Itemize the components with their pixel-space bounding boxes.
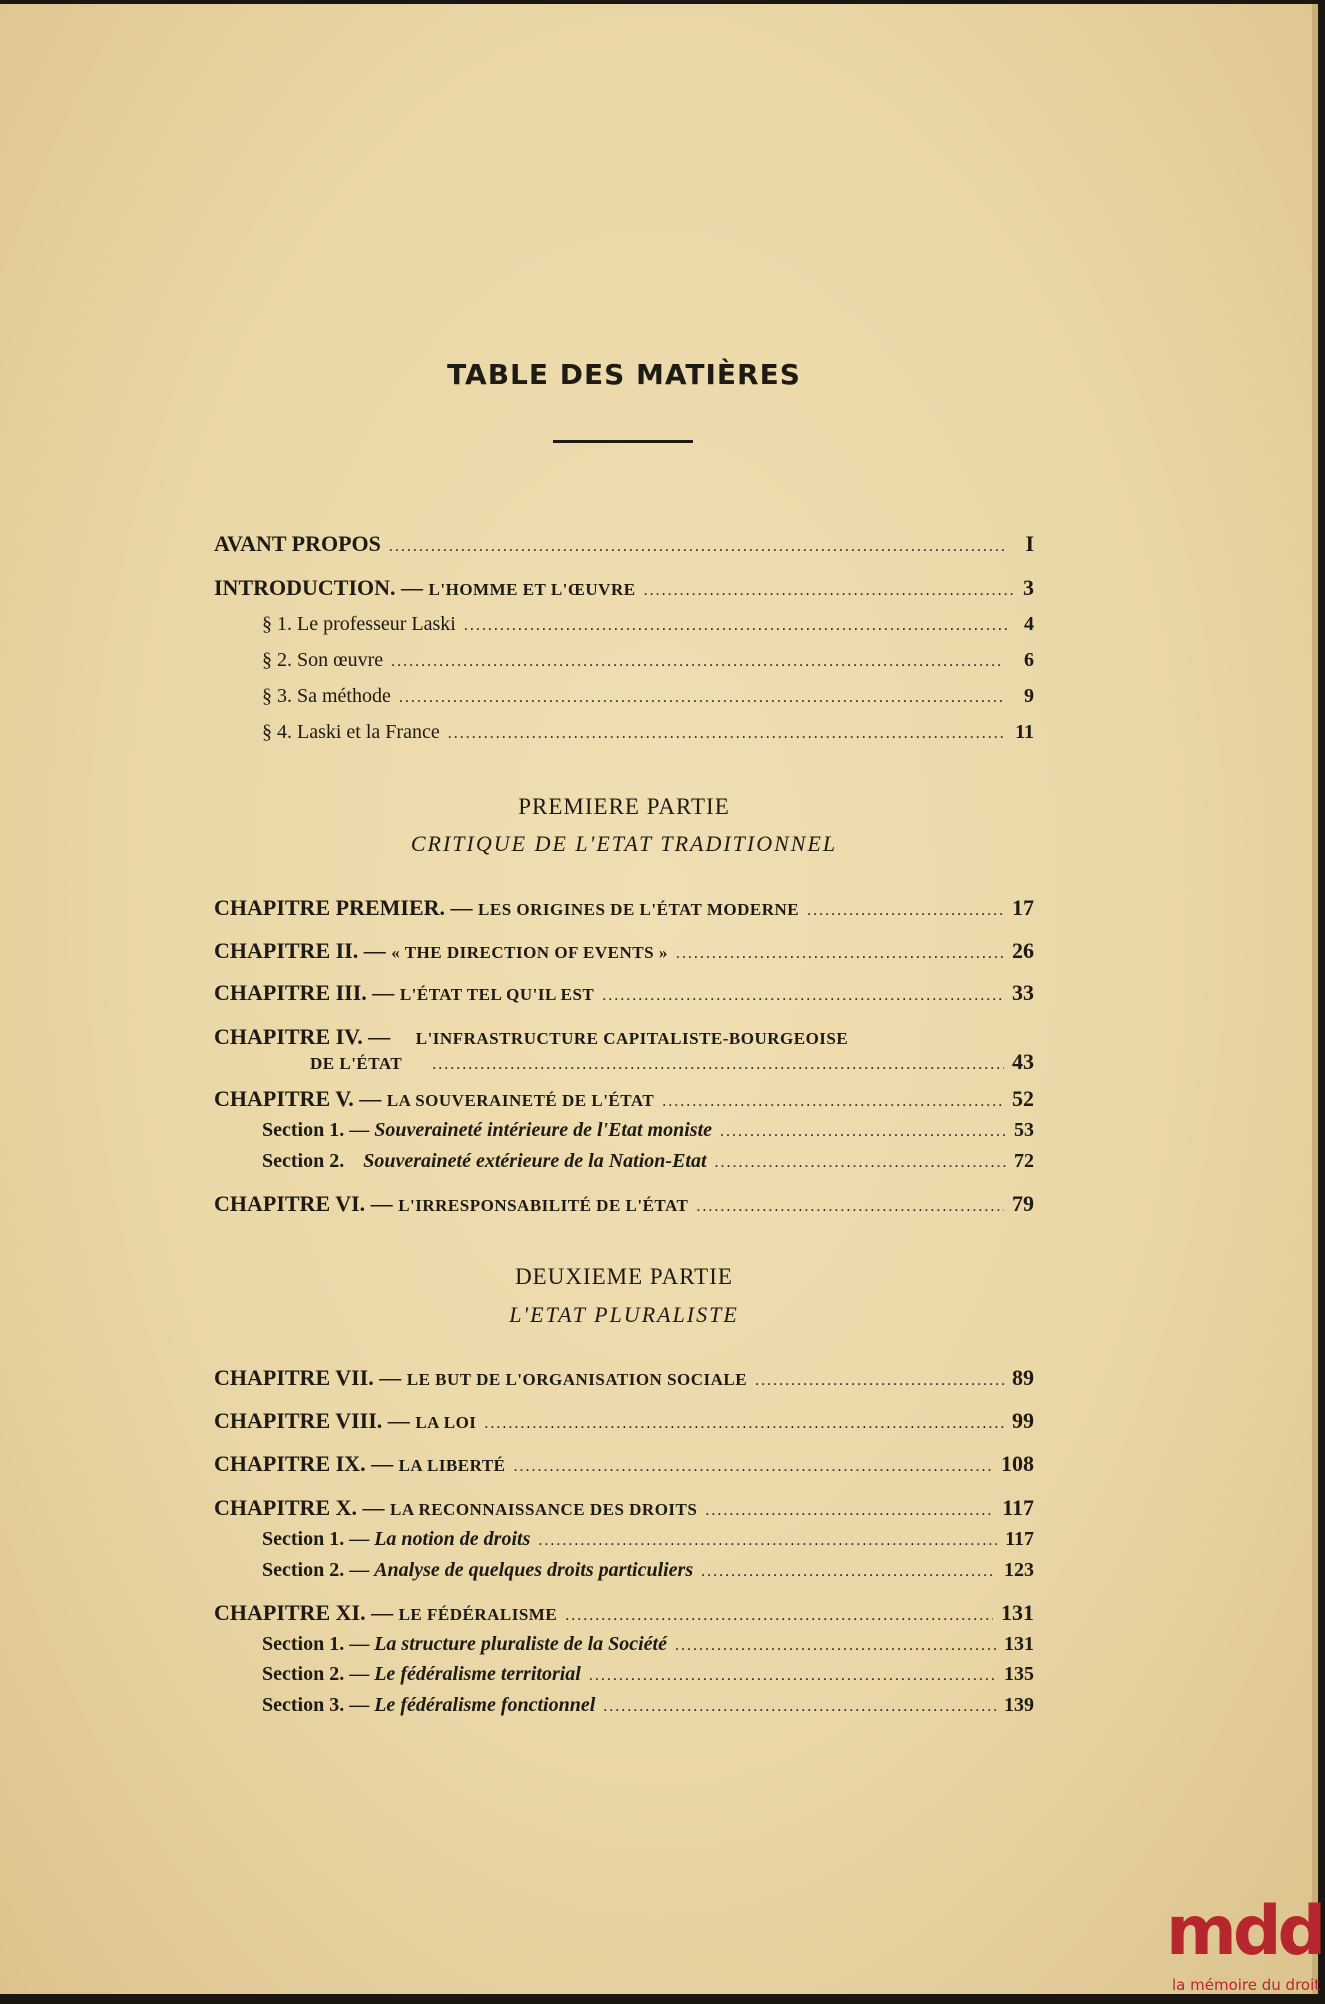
toc-entry-chapter[interactable]	[214, 1190, 1034, 1218]
part-subtitle: CRITIQUE DE L'ETAT TRADITIONNEL	[410, 831, 838, 856]
leader-dots	[589, 1662, 996, 1690]
toc-entry-label: § 2. Son œuvre	[262, 649, 384, 671]
toc-entry-page: 11	[1015, 721, 1034, 743]
toc-entry-section[interactable]	[262, 610, 1034, 638]
leader-dots	[696, 1193, 1004, 1221]
toc-entry-chapter[interactable]	[214, 937, 1034, 965]
toc-entry-label: Section 2. — Analyse de quelques droits particuliers	[262, 1559, 694, 1581]
toc-entry-page: 131	[1001, 1600, 1034, 1625]
toc-entry-avant-propos[interactable]	[214, 530, 1034, 558]
toc-entry-label: Section 3. — Le fédéralisme fonctionnel	[262, 1694, 596, 1716]
toc-entry-label: § 3. Sa méthode	[262, 685, 391, 707]
toc-entry-page: 123	[1004, 1559, 1034, 1581]
table-of-contents	[0, 4, 1325, 2004]
leader-dots	[676, 940, 1004, 968]
document-page	[0, 4, 1323, 1994]
toc-entry-page: 53	[1014, 1119, 1034, 1141]
leader-dots	[514, 1453, 994, 1481]
leader-dots	[432, 1051, 1004, 1079]
toc-entry-label: CHAPITRE VIII. — LA LOI	[214, 1408, 477, 1433]
toc-entry-section[interactable]	[262, 718, 1034, 746]
leader-dots	[662, 1088, 1004, 1116]
toc-entry-label: CHAPITRE VII. — LE BUT DE L'ORGANISATION SOCIALE	[214, 1365, 748, 1390]
toc-entry-page: 139	[1004, 1694, 1034, 1716]
toc-entry-section[interactable]	[262, 1116, 1034, 1144]
page-title: TABLE DES MATIÈRES	[447, 358, 801, 391]
toc-entry-label: CHAPITRE IX. — LA LIBERTÉ	[214, 1451, 506, 1476]
toc-entry-label: CHAPITRE X. — LA RECONNAISSANCE DES DROITS	[214, 1495, 698, 1520]
leader-dots	[701, 1558, 996, 1586]
toc-entry-label: DE L'ÉTAT	[310, 1054, 403, 1073]
toc-entry-chapter[interactable]	[214, 1450, 1034, 1478]
toc-entry-label: Section 1. — La notion de droits	[262, 1528, 531, 1550]
toc-entry-section[interactable]	[262, 682, 1034, 710]
toc-entry-label: CHAPITRE II. — « THE DIRECTION OF EVENTS »	[214, 938, 668, 963]
toc-entry-page: 43	[1012, 1049, 1034, 1074]
toc-entry-section[interactable]	[262, 1147, 1034, 1175]
toc-entry-page: 135	[1004, 1663, 1034, 1685]
toc-entry-chapter[interactable]	[214, 894, 1034, 922]
leader-dots	[755, 1367, 1004, 1395]
leader-dots	[715, 1149, 1006, 1177]
toc-entry-page: 4	[1024, 613, 1034, 635]
toc-entry-page: 72	[1014, 1150, 1034, 1172]
leader-dots	[644, 577, 1013, 605]
leader-dots	[399, 684, 1005, 712]
logo-tagline: la mémoire du droit	[1172, 1976, 1321, 1994]
leader-dots	[720, 1118, 1006, 1146]
toc-entry-page: 17	[1012, 895, 1034, 920]
toc-entry-label: INTRODUCTION. — L'HOMME ET L'ŒUVRE	[214, 575, 636, 600]
toc-entry-chapter[interactable]	[214, 1494, 1034, 1522]
leader-dots	[807, 897, 1004, 925]
toc-entry-label: § 4. Laski et la France	[262, 721, 440, 743]
leader-dots	[538, 1527, 997, 1555]
part-subtitle: L'ETAT PLURALISTE	[509, 1302, 739, 1327]
publisher-logo	[1160, 1892, 1323, 2002]
toc-entry-page: 79	[1012, 1191, 1034, 1216]
leader-dots	[602, 982, 1004, 1010]
toc-entry-page: 99	[1012, 1408, 1034, 1433]
leader-dots	[464, 612, 1007, 640]
toc-entry-label: CHAPITRE XI. — LE FÉDÉRALISME	[214, 1600, 558, 1625]
toc-entry-page: 117	[1002, 1495, 1034, 1520]
toc-entry-chapter[interactable]	[214, 1407, 1034, 1435]
leader-dots	[391, 648, 1004, 676]
toc-entry-section[interactable]	[262, 1660, 1034, 1688]
toc-entry-section[interactable]	[262, 646, 1034, 674]
toc-entry-label: Section 1. — Souveraineté intérieure de l'Etat moniste	[262, 1119, 713, 1141]
leader-dots	[675, 1632, 996, 1660]
toc-entry-chapter[interactable]	[214, 1023, 1034, 1051]
toc-entry-label: Section 2. Souveraineté extérieure de la Nation-Etat	[262, 1150, 707, 1172]
toc-entry-label: CHAPITRE IV. — L'INFRASTRUCTURE CAPITALISTE-BOURGEOISE	[214, 1024, 849, 1049]
toc-entry-page: I	[1025, 531, 1034, 556]
toc-entry-page: 6	[1024, 649, 1034, 671]
toc-entry-page: 52	[1012, 1086, 1034, 1111]
toc-entry-chapter[interactable]	[214, 979, 1034, 1007]
toc-entry-page: 89	[1012, 1365, 1034, 1390]
logo-letters: mdd	[1166, 1892, 1323, 1971]
toc-entry-section[interactable]	[262, 1525, 1034, 1553]
toc-entry-label: CHAPITRE PREMIER. — LES ORIGINES DE L'ÉTAT MODERNE	[214, 895, 800, 920]
leader-dots	[565, 1602, 993, 1630]
toc-entry-chapter[interactable]	[214, 1364, 1034, 1392]
toc-entry-label: § 1. Le professeur Laski	[262, 613, 456, 635]
toc-entry-label: Section 2. — Le fédéralisme territorial	[262, 1663, 581, 1685]
toc-entry-label: CHAPITRE V. — LA SOUVERAINETÉ DE L'ÉTAT	[214, 1086, 655, 1111]
toc-entry-page: 117	[1005, 1528, 1034, 1550]
toc-entry-section[interactable]	[262, 1691, 1034, 1719]
part-heading: DEUXIEME PARTIE	[515, 1264, 733, 1289]
leader-dots	[603, 1693, 996, 1721]
toc-entry-section[interactable]	[262, 1556, 1034, 1584]
leader-dots	[484, 1410, 1004, 1438]
toc-entry-continuation[interactable]	[310, 1048, 1034, 1076]
toc-entry-chapter[interactable]	[214, 1599, 1034, 1627]
toc-entry-label: CHAPITRE VI. — L'IRRESPONSABILITÉ DE L'ÉTAT	[214, 1191, 689, 1216]
toc-entry-page: 3	[1023, 575, 1034, 600]
toc-entry-label: CHAPITRE III. — L'ÉTAT TEL QU'IL EST	[214, 980, 595, 1005]
toc-entry-page: 108	[1001, 1451, 1034, 1476]
toc-entry-page: 131	[1004, 1633, 1034, 1655]
toc-entry-label: Section 1. — La structure pluraliste de la Société	[262, 1633, 667, 1655]
leader-dots	[705, 1497, 994, 1525]
toc-entry-chapter[interactable]	[214, 1085, 1034, 1113]
leader-dots	[448, 720, 1006, 748]
toc-entry-page: 9	[1024, 685, 1034, 707]
part-heading: PREMIERE PARTIE	[518, 794, 730, 819]
toc-entry-page: 33	[1012, 980, 1034, 1005]
toc-entry-page: 26	[1012, 938, 1034, 963]
toc-entry-introduction[interactable]	[214, 574, 1034, 602]
toc-entry-section[interactable]	[262, 1630, 1034, 1658]
leader-dots	[389, 533, 1004, 561]
toc-entry-label: AVANT PROPOS	[214, 531, 381, 556]
